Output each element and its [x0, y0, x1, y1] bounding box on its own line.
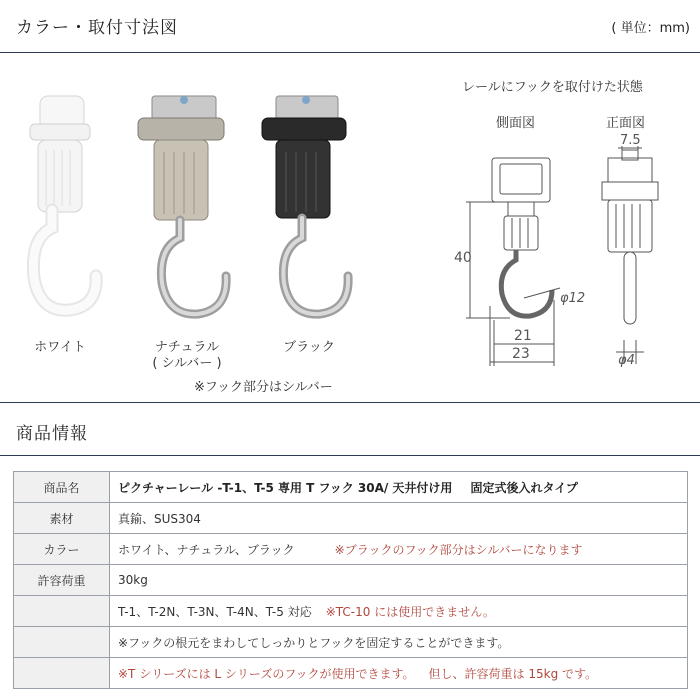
dim-phi4: φ4 — [618, 353, 635, 368]
compat-note: ※TC-10 には使用できません。 — [325, 604, 495, 619]
product-black — [254, 88, 364, 356]
row-value-series-note — [110, 658, 688, 689]
table-row — [14, 472, 688, 503]
hook-black-image — [254, 88, 364, 328]
row-value-color — [110, 534, 688, 565]
product-white-label: ホワイト — [34, 340, 86, 355]
section-title: カラー・取付寸法図 — [16, 18, 178, 38]
dim-21: 21 — [514, 328, 532, 344]
table-row — [14, 596, 688, 627]
dim-phi12: φ12 — [560, 291, 586, 306]
row-label-name: 商品名 — [14, 472, 110, 503]
row-value-material: 真鍮、SUS304 — [110, 503, 688, 534]
row-value-compat — [110, 596, 688, 627]
product-white — [10, 88, 110, 356]
row-value-load: 30kg — [110, 565, 688, 596]
product-natural — [132, 88, 242, 372]
table-row — [14, 534, 688, 565]
unit-label: ( 単位：mm) — [611, 21, 690, 36]
product-natural-sublabel: ( シルバー ) — [152, 356, 222, 371]
table-row — [14, 627, 688, 658]
section-header-product-info — [0, 402, 700, 456]
dimension-drawing — [450, 130, 690, 380]
row-label-material: 素材 — [14, 503, 110, 534]
table-row — [14, 565, 688, 596]
section-header-dimensions — [0, 0, 700, 53]
series-note: ※T シリーズには L シリーズのフックが使用できます。 — [118, 666, 415, 681]
row-label-empty — [14, 596, 110, 627]
table-row — [14, 503, 688, 534]
product-natural-label: ナチュラル — [154, 340, 220, 355]
dim-40: 40 — [454, 250, 472, 266]
front-view-label: 正面図 — [606, 116, 646, 131]
table-row — [14, 658, 688, 689]
row-label-load: 許容荷重 — [14, 565, 110, 596]
product-name: ピクチャーレール -T-1、T-5 専用 T フック 30A/ 天井付け用 — [118, 480, 453, 495]
color-values: ホワイト、ナチュラル、ブラック — [118, 542, 295, 557]
product-black-label: ブラック — [283, 340, 335, 355]
product-type: 固定式後入れタイプ — [470, 480, 578, 495]
row-value-name — [110, 472, 688, 503]
load-limit-note: 但し、許容荷重は 15kg です。 — [428, 666, 598, 681]
row-label-color: カラー — [14, 534, 110, 565]
row-label-empty — [14, 658, 110, 689]
side-view-label: 側面図 — [496, 116, 536, 131]
color-note: ※ブラックのフック部分はシルバーになります — [334, 542, 583, 557]
hook-white-image — [10, 88, 110, 328]
row-value-fix-note: ※フックの根元をまわしてしっかりとフックを固定することができます。 — [110, 627, 688, 658]
section-title-product-info: 商品情報 — [16, 424, 88, 444]
compat-values: T-1、T-2N、T-3N、T-4N、T-5 対応 — [118, 604, 312, 619]
hook-natural-image — [132, 88, 242, 328]
hook-color-note: ※フック部分はシルバー — [194, 380, 333, 395]
dim-23: 23 — [512, 346, 530, 362]
row-label-empty — [14, 627, 110, 658]
product-info-table — [13, 471, 688, 689]
diagram-title: レールにフックを取付けた状態 — [462, 80, 643, 95]
dim-7-5: 7.5 — [620, 133, 641, 148]
